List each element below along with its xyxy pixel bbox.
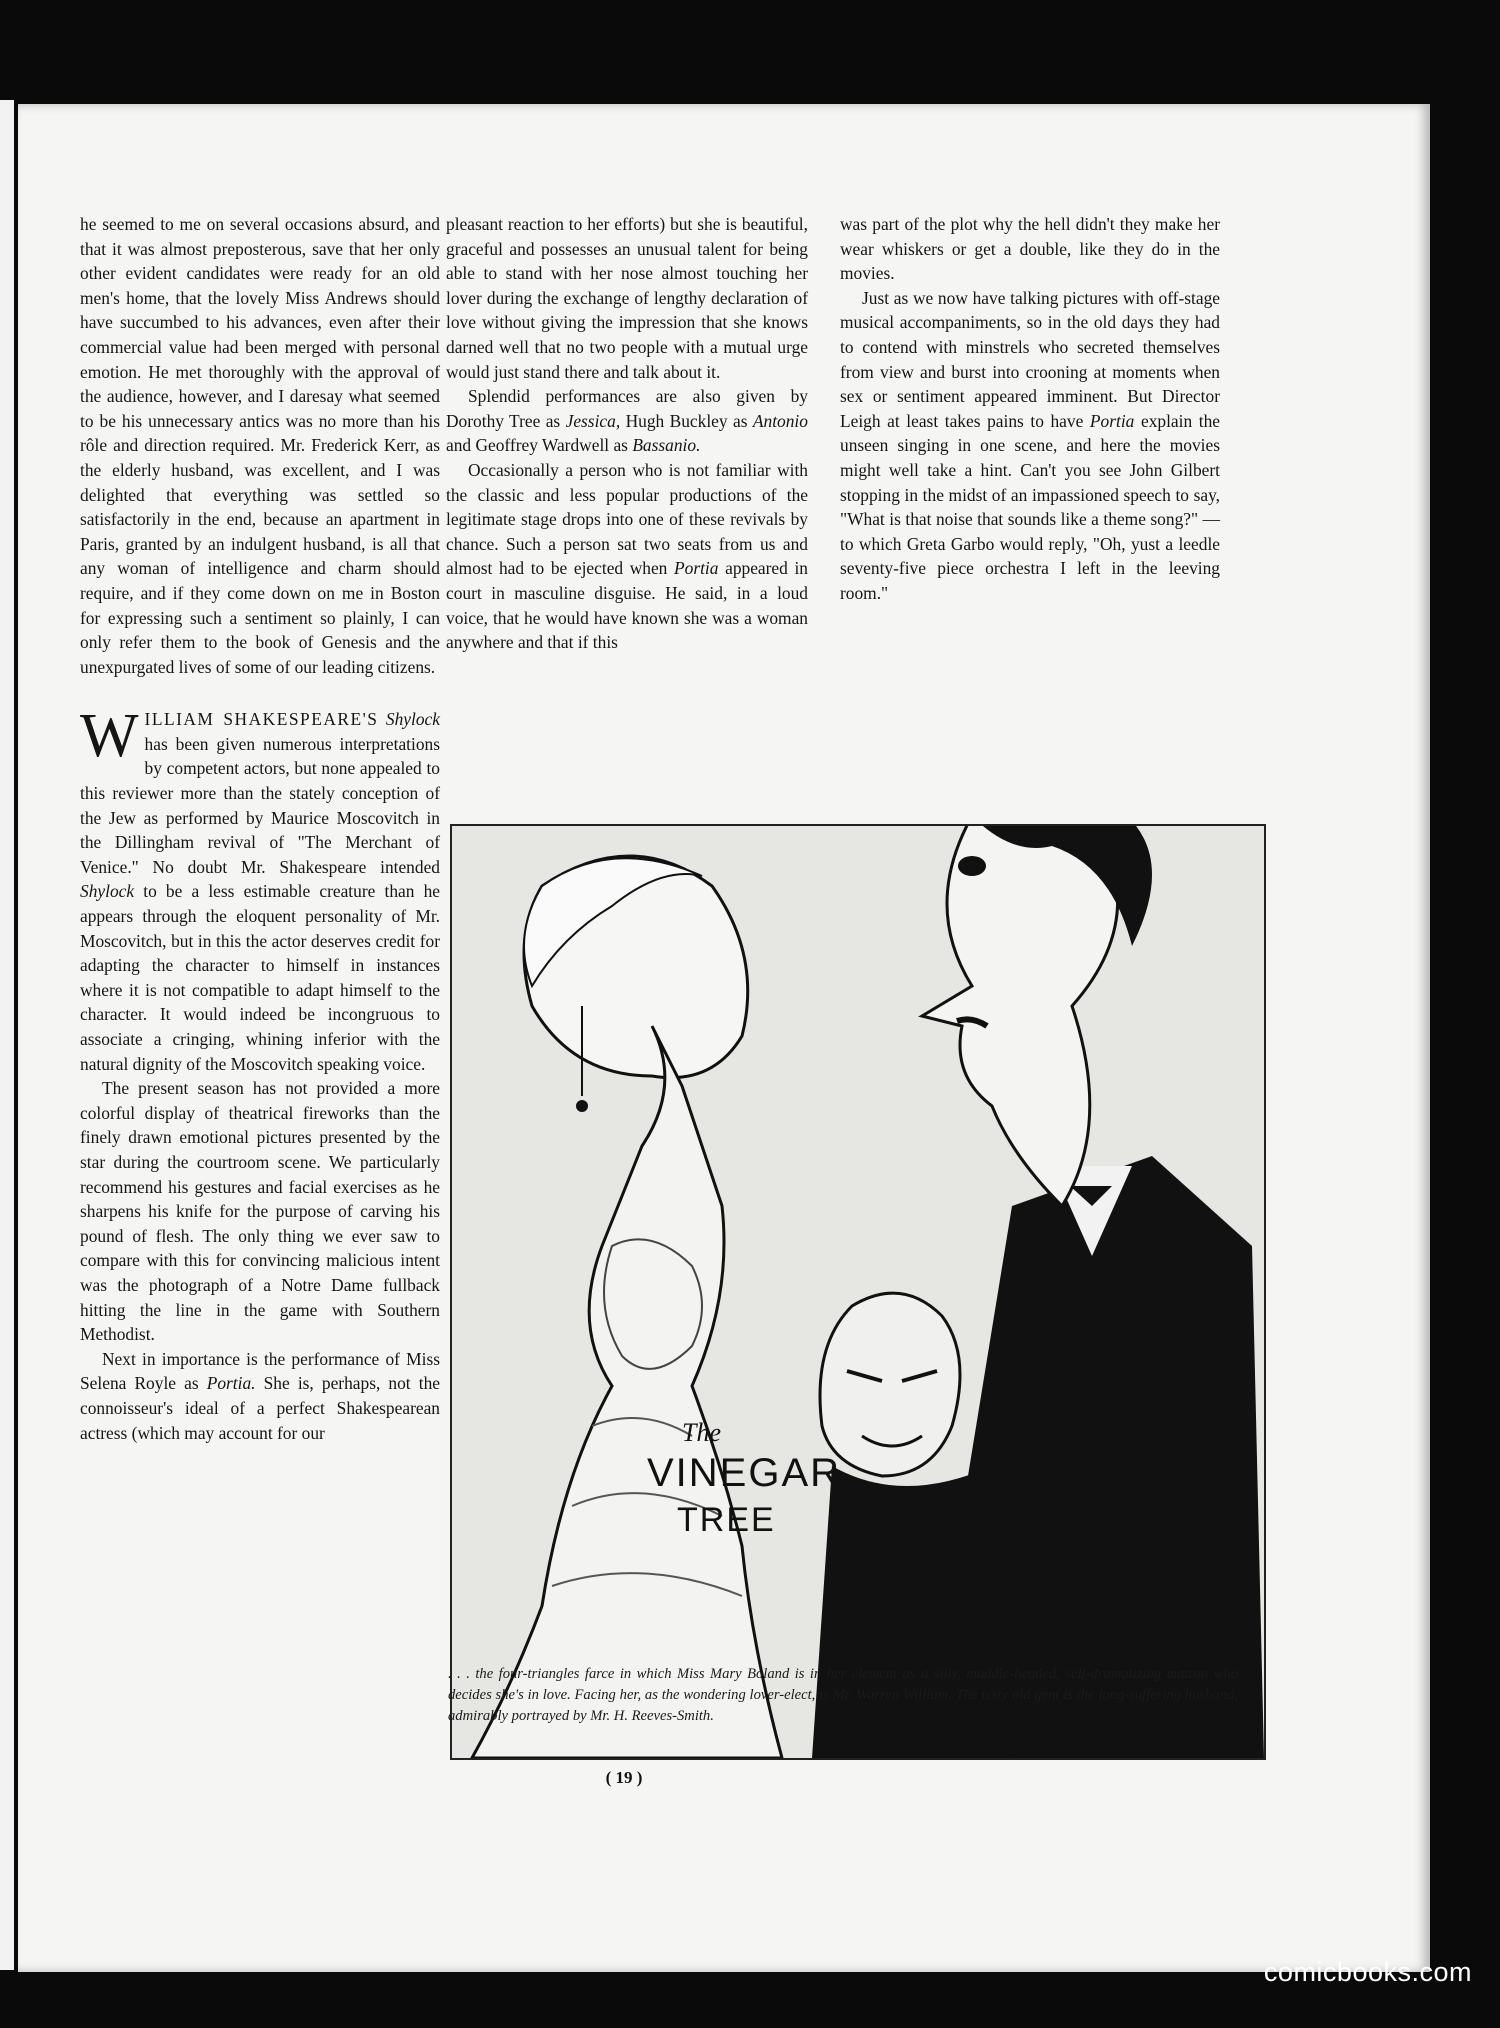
italic-name: Portia. bbox=[206, 1373, 256, 1394]
text-column-2 bbox=[446, 212, 808, 655]
paragraph: pleasant reaction to her efforts) but she is beautiful, graceful and possesses an unusual talent for being able to stand with her nose almost touching her lover during the exchange of lengthy declaration of love without giving the impression that she knows darned well that no two people with a mutual urge would just stand there and talk about it. bbox=[446, 214, 808, 382]
paragraph bbox=[446, 384, 808, 458]
illustration-caption: . . . the four-triangles farce in which Miss Mary Boland is in her element as a silly, muddle-headed, self-dramatizing matron who decides she's in love. Facing her, as the wondering lover-elect, is Mr. Warren William. The testy old gent is the long-suffering husband, admirably portrayed by Mr. H. Reeves-Smith. bbox=[448, 1666, 1238, 1724]
caricature-drawing bbox=[452, 826, 1264, 1758]
italic-name: Portia bbox=[1089, 410, 1135, 431]
paragraph bbox=[840, 286, 1220, 606]
drop-cap: W bbox=[80, 702, 139, 771]
illustration-title-line1: The bbox=[682, 1418, 721, 1447]
text-column-3 bbox=[840, 212, 1220, 606]
italic-name: Shylock bbox=[80, 881, 135, 902]
paragraph-shylock bbox=[80, 702, 440, 1076]
paragraph: The present season has not provided a more colorful display of theatrical fireworks than the finely drawn emotional pictures presented by the star during the courtroom scene. We particularly recommend his gestures and facial exercises as he sharpens his knife for the purpose of carving his pound of flesh. The only thing we ever saw to compare with this for convincing malicious intent was the photograph of a Notre Dame fullback hitting the line in the game with Southern Methodist. bbox=[80, 1078, 440, 1345]
artist-signature-line1: ROBERT bbox=[1012, 1586, 1094, 1611]
artist-signature-line2: DRAY bbox=[1022, 1611, 1076, 1636]
text-run: to be a less estimable creature than he appears through the eloquent personality of Mr. Moscovitch, but in this the actor deserves credit for adapting the character to himself in instances where it is not compatible to adapt himself to the character. It would indeed be incongruous to associate a cringing, whining inferior with the natural dignity of the Moscovitch speaking voice. bbox=[80, 881, 440, 1074]
small-caps-lead: ILLIAM SHAKESPEARE'S bbox=[144, 709, 379, 730]
text-run: She is, perhaps, not the connoisseur's ideal of a perfect Shakespearean actress (which may account for our bbox=[80, 1373, 440, 1443]
text-run: appeared in court in masculine disguise. He said, in a loud voice, that he would have known she was a woman anywhere and that if this bbox=[446, 558, 808, 653]
italic-name: Shylock bbox=[385, 709, 440, 730]
italic-name: Bassanio. bbox=[632, 435, 701, 456]
text-run: Occasionally a person who is not familiar with the classic and less popular productions of the legitimate stage drops into one of these revivals by chance. Such a person sat two seats from us and almost had to be ejected when bbox=[446, 459, 808, 579]
text-column-1 bbox=[80, 212, 440, 1445]
text-run: Next in importance is the performance of Miss Selena Royle as bbox=[80, 1348, 440, 1394]
text-run: Hugh Buckley as bbox=[625, 410, 748, 431]
illustration-title-line2: VINEGAR bbox=[647, 1451, 842, 1495]
italic-name: Portia bbox=[674, 558, 719, 579]
paragraph: he seemed to me on several occasions absurd, and that it was almost preposterous, save that her only other evident candidates were ready for an old men's home, that the lovely Miss Andrews should have succumbed to his advances, even after their commercial value had been merged with personal emotion. He met thoroughly with the approval of the audience, however, and I daresay what seemed to be his unnecessary antics was no more than his rôle and direction required. Mr. Frederick Kerr, as the elderly husband, was excellent, and I was delighted that everything was settled so satisfactorily in the end, because an apartment in Paris, granted by an indulgent husband, is all that any woman of intelligence and charm should require, and if they come down on me in Boston for expressing such a sentiment so plainly, I can only refer them to the book of Genesis and the unexpurgated lives of some of our leading citizens. bbox=[80, 214, 440, 677]
text-run: Just as we now have talking pictures with off-stage musical accompaniments, so in the old days they had to contend with minstrels who secreted themselves from view and burst into crooning at moments when sex or sentiment appeared imminent. But Director Leigh at least takes pains to have bbox=[840, 287, 1220, 431]
text-run: and Geoffrey Wardwell as bbox=[446, 435, 628, 456]
italic-name: Jessica, bbox=[565, 410, 621, 431]
paragraph bbox=[446, 458, 808, 655]
text-run: explain the unseen singing in one scene, and here the movies might well take a hint. Can't you see John Gilbert stopping in the midst of an impassioned speech to say, "What is that noise that sounds like a theme song?" —to which Greta Garbo would reply, "Oh, yust a leedle seventy-five piece orchestra I left in the leeving room." bbox=[840, 410, 1220, 603]
italic-name: Antonio bbox=[752, 410, 808, 431]
magazine-page bbox=[18, 104, 1430, 1972]
text-run: has been given numerous interpretations by competent actors, but none appealed to this reviewer more than the stately conception of the Jew as performed by Maurice Moscovitch in the Dillingham revival of "The Merchant of Venice." No doubt Mr. Shakespeare intended bbox=[80, 733, 440, 877]
illustration-title-line3: TREE bbox=[677, 1501, 776, 1539]
text-run: Splendid performances are also given by Dorothy Tree as bbox=[446, 386, 808, 431]
paragraph bbox=[80, 1347, 440, 1445]
watermark: comicbooks.com bbox=[1263, 1957, 1472, 1987]
caricature-illustration bbox=[450, 824, 1266, 1760]
adjacent-page-edge bbox=[0, 100, 14, 1970]
page-number: ( 19 ) bbox=[605, 1768, 643, 1787]
paragraph: was part of the plot why the hell didn't they make her wear whiskers or get a double, like they do in the movies. bbox=[840, 214, 1220, 284]
